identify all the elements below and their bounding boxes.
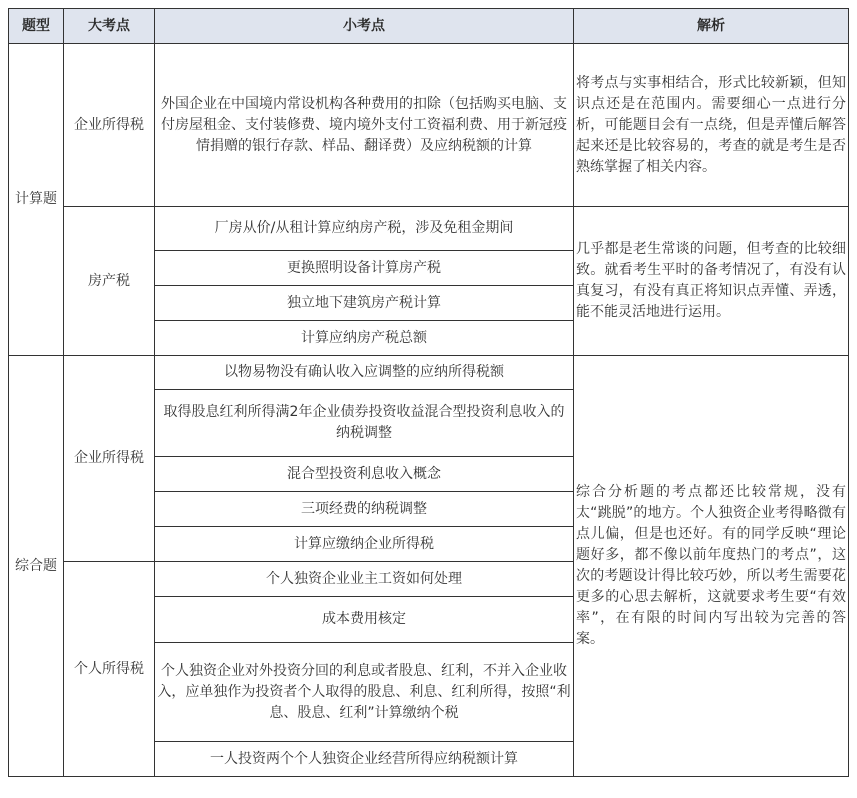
point-cell: 混合型投资利息收入概念: [155, 457, 574, 492]
header-analysis: 解析: [574, 9, 849, 44]
point-cell: 一人投资两个个人独资企业经营所得应纳税额计算: [155, 742, 574, 777]
exam-points-table: [8, 8, 849, 777]
point-cell: 更换照明设备计算房产税: [155, 251, 574, 286]
header-category: 大考点: [64, 9, 155, 44]
point-cell: 计算应纳房产税总额: [155, 321, 574, 356]
category-cell: 企业所得税: [64, 356, 155, 562]
category-cell: 房产税: [64, 207, 155, 356]
point-cell: 独立地下建筑房产税计算: [155, 286, 574, 321]
point-cell: 个人独资企业业主工资如何处理: [155, 562, 574, 597]
table-row: [9, 356, 849, 390]
point-cell: 成本费用核定: [155, 597, 574, 643]
point-cell: 以物易物没有确认收入应调整的应纳所得税额: [155, 356, 574, 390]
point-cell: 个人独资企业对外投资分回的利息或者股息、红利，不并入企业收入，应单独作为投资者个人取得的股息、利息、红利所得，按照“利息、股息、红利”计算缴纳个税: [155, 643, 574, 742]
header-row: [9, 9, 849, 44]
table-row: [9, 44, 849, 207]
point-cell: 计算应缴纳企业所得税: [155, 527, 574, 562]
header-point: 小考点: [155, 9, 574, 44]
point-cell: 取得股息红利所得满2年企业债券投资收益混合型投资利息收入的纳税调整: [155, 390, 574, 457]
point-cell: 厂房从价/从租计算应纳房产税，涉及免租金期间: [155, 207, 574, 251]
question-type-calc: 计算题: [9, 44, 64, 356]
point-cell: 外国企业在中国境内常设机构各种费用的扣除（包括购买电脑、支付房屋租金、支付装修费、境内境外支付工资福利费、用于新冠疫情捐赠的银行存款、样品、翻译费）及应纳税额的计算: [155, 44, 574, 207]
category-cell: 个人所得税: [64, 562, 155, 777]
table-row: [9, 207, 849, 251]
analysis-cell: 将考点与实事相结合，形式比较新颖，但知识点还是在范围内。需要细心一点进行分析，可能题目会有一点绕，但是弄懂后解答起来还是比较容易的，考查的就是考生是否熟练掌握了相关内容。: [574, 44, 849, 207]
analysis-cell: 几乎都是老生常谈的问题，但考查的比较细致。就看考生平时的备考情况了，有没有认真复习，有没有真正将知识点弄懂、弄透，能不能灵活地进行运用。: [574, 207, 849, 356]
point-cell: 三项经费的纳税调整: [155, 492, 574, 527]
question-type-comprehensive: 综合题: [9, 356, 64, 777]
analysis-cell: 综合分析题的考点都还比较常规，没有太“跳脱”的地方。个人独资企业考得略微有点儿偏，但是也还好。有的同学反映“理论题好多，都不像以前年度热门的考点”，这次的考题设计得比较巧妙，所以考生需要花更多的心思去解析，这就要求考生要“有效率”，在有限的时间内写出较为完善的答案。: [574, 356, 849, 777]
header-type: 题型: [9, 9, 64, 44]
category-cell: 企业所得税: [64, 44, 155, 207]
